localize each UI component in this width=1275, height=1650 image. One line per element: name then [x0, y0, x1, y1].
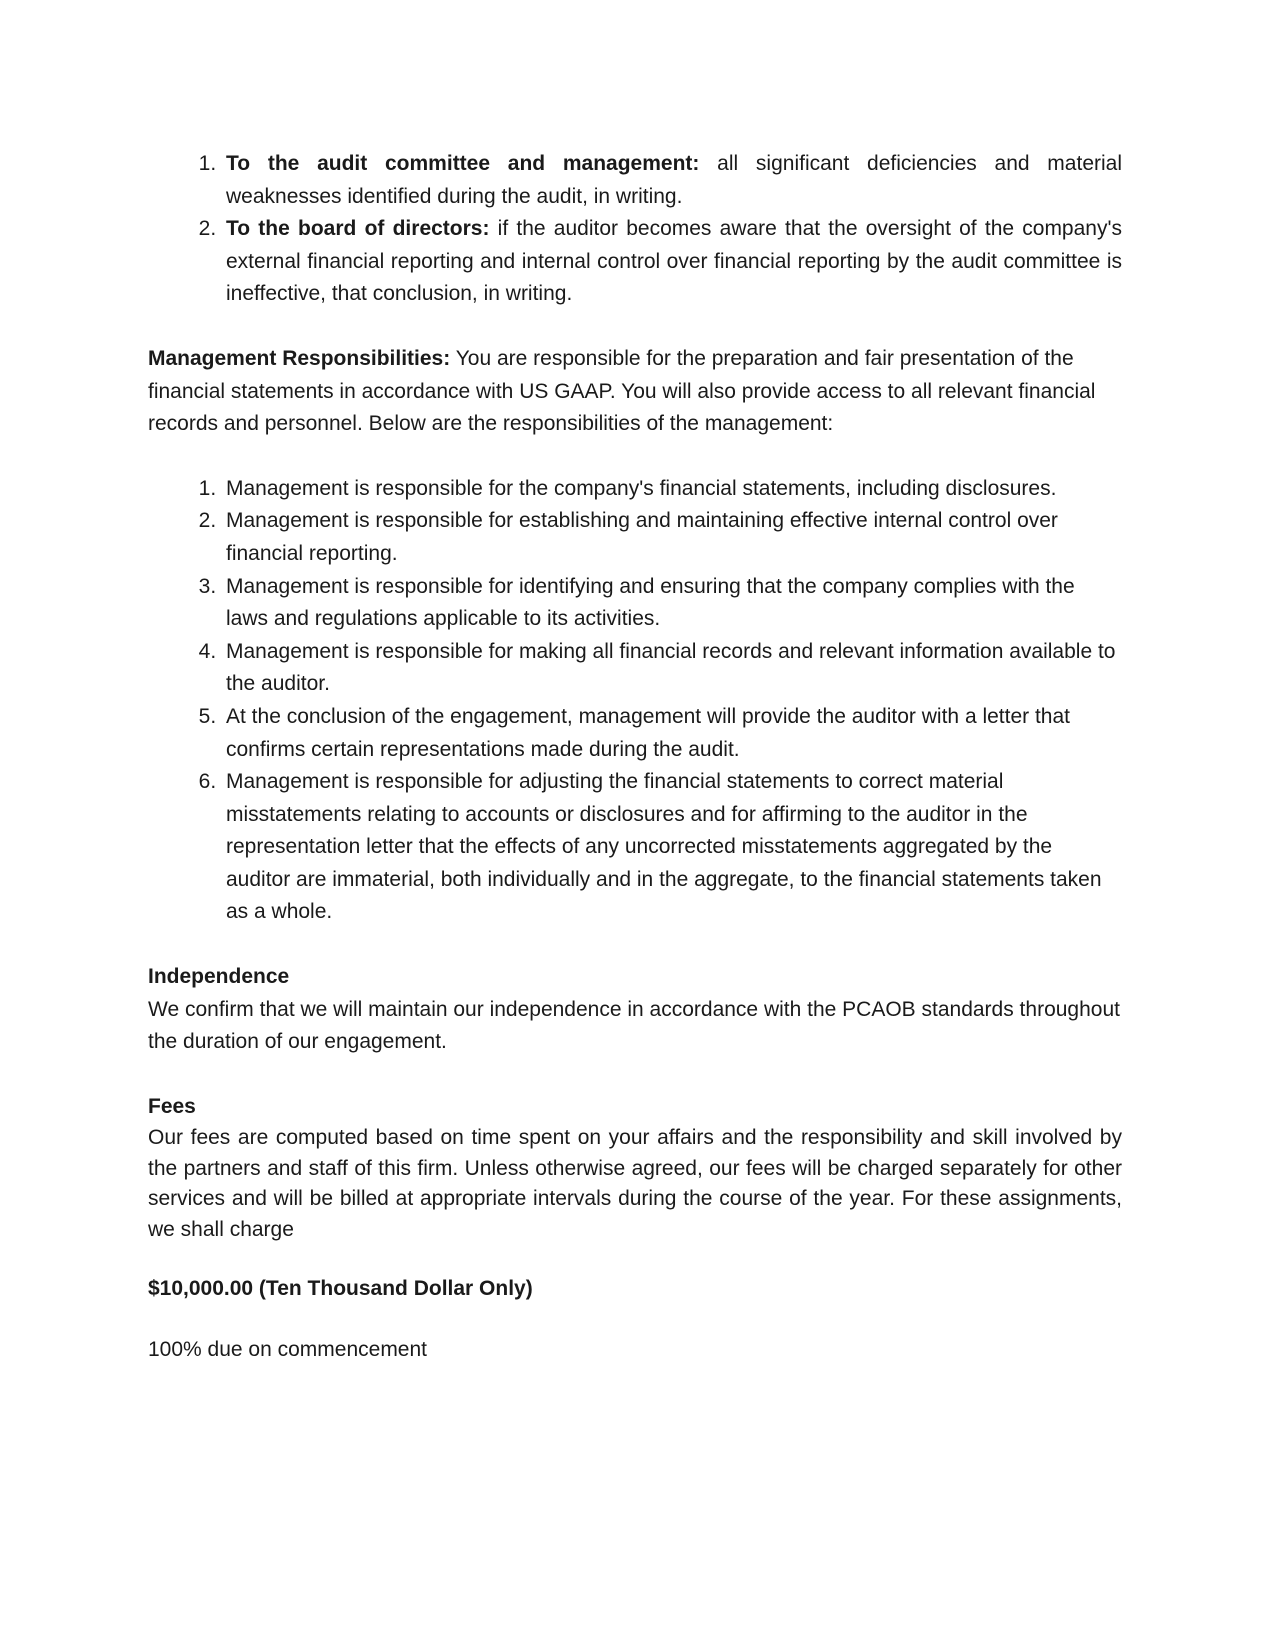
list-item: 2. Management is responsible for establishing and maintaining effective internal control over financial reporting.	[222, 505, 1122, 570]
management-text: You are responsible for the preparation and fair presentation of the financial statements in accordance with US GAAP. You will also provide access to all relevant financial records and personnel. Below are the responsibilities of the management:	[148, 346, 1096, 436]
list-item: 1. Management is responsible for the company's financial statements, including disclosures.	[222, 473, 1122, 506]
list-item: 4. Management is responsible for making all financial records and relevant information available to the auditor.	[222, 636, 1122, 701]
document-page	[148, 148, 1122, 1367]
list-item-heading: To the audit committee and management:	[226, 152, 700, 175]
list-item: 6. Management is responsible for adjusting the financial statements to correct material misstatements relating to accounts or disclosures and for affirming to the auditor in the representation letter that the effects of any uncorrected misstatements aggregated by the auditor are immaterial, both individually and in the aggregate, to the financial statements taken as a whole.	[222, 766, 1122, 929]
fees-heading	[148, 1091, 1122, 1124]
management-heading: Management Responsibilities:	[148, 346, 451, 370]
list-item-heading: To the board of directors:	[226, 217, 490, 241]
independence-text: We confirm that we will maintain our independence in accordance with the PCAOB standards throughout the duration of our engagement.	[148, 997, 1120, 1054]
list-item-text: all significant deficiencies and material weaknesses identified during the audit, in writing.	[226, 152, 1122, 208]
section-heading: Fees	[148, 1094, 196, 1118]
list-item-text: if the auditor becomes aware that the oversight of the company's external financial reporting and internal control over financial reporting by the audit committee is ineffective, that conclusion, in writing.	[226, 217, 1122, 306]
list-item	[222, 148, 1122, 213]
management-paragraph	[148, 343, 1122, 441]
fees-text: Our fees are computed based on time spent on your affairs and the responsibility and skill involved by the partners and staff of this firm. Unless otherwise agreed, our fees will be charged separately for other services and will be billed at appropriate intervals during the course of the year. For these assignments, we shall charge	[148, 1126, 1122, 1241]
payment-terms: 100% due on commencement	[148, 1338, 427, 1362]
fee-amount-text: $10,000.00 (Ten Thousand Dollar Only)	[148, 1277, 533, 1301]
reporting-list	[148, 148, 1122, 311]
independence-heading	[148, 961, 1122, 994]
list-item: 3. Management is responsible for identifying and ensuring that the company complies with the laws and regulations applicable to its activities.	[222, 571, 1122, 636]
section-heading: Independence	[148, 965, 290, 989]
fee-amount	[148, 1273, 1122, 1306]
list-item	[222, 213, 1122, 311]
list-item: 5. At the conclusion of the engagement, management will provide the auditor with a letter that confirms certain representations made during the audit.	[222, 701, 1122, 766]
management-list	[148, 473, 1122, 929]
